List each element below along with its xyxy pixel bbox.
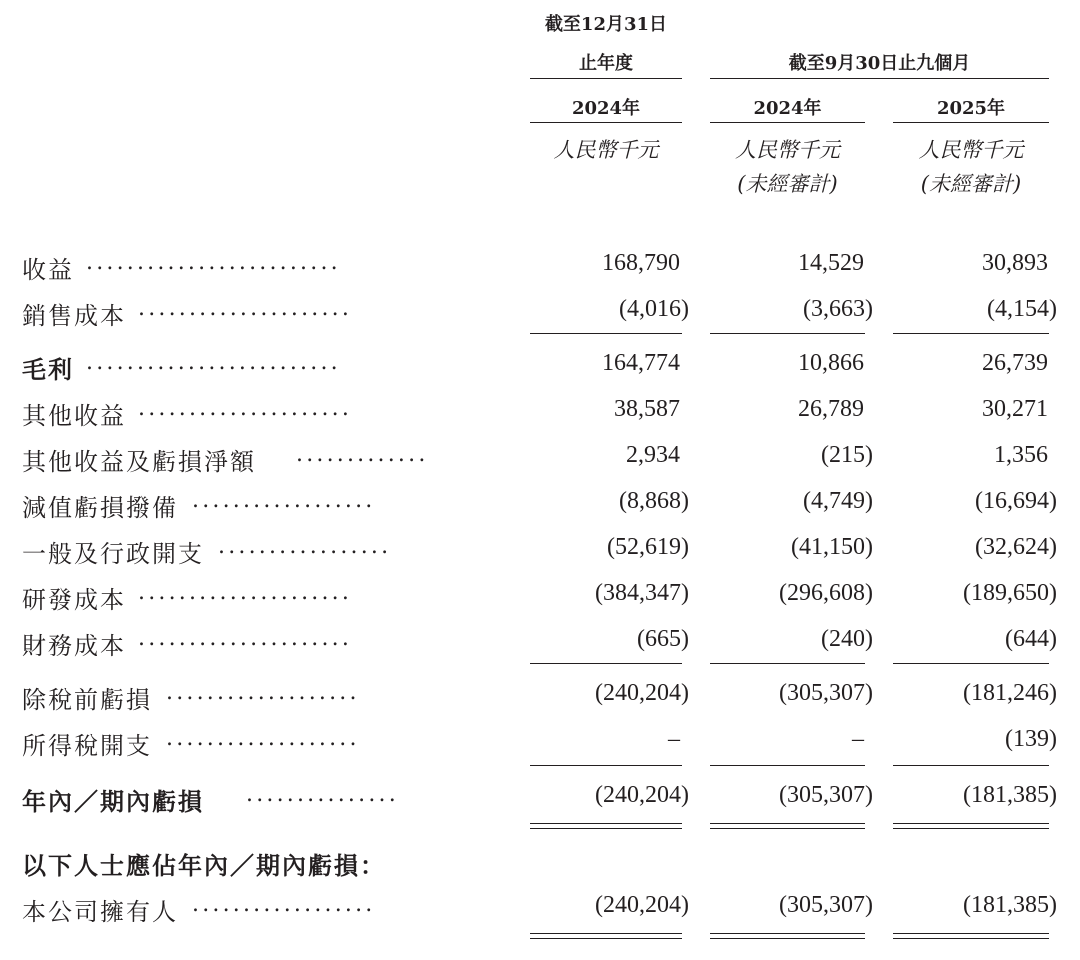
- row-label: 除稅前虧損: [22, 686, 152, 714]
- total-double-rule-col2: [710, 938, 865, 939]
- value-col1: (240,204): [595, 680, 689, 706]
- leader-dots: ..................: [192, 488, 376, 513]
- leader-dots: .........................: [86, 250, 341, 275]
- row-label: 減值虧損撥備: [22, 494, 178, 522]
- total-double-rule-col1: [530, 823, 682, 824]
- total-double-rule-col3: [893, 823, 1049, 824]
- subtotal-rule-col1: [530, 663, 682, 664]
- year-rule-col3: [893, 122, 1049, 123]
- value-col1: –: [668, 726, 680, 752]
- value-col1: 168,790: [602, 250, 680, 276]
- leader-dots: ...................: [166, 680, 360, 705]
- table-row: [0, 580, 1080, 620]
- row-label: 年內／期內虧損: [22, 788, 204, 816]
- row-label: 其他收益及虧損淨額: [22, 448, 256, 476]
- unit-col1: 人民幣千元: [553, 138, 659, 162]
- table-row: [0, 782, 1080, 822]
- row-label: 銷售成本: [22, 302, 126, 330]
- value-col2: (41,150): [791, 534, 873, 560]
- year-col1: 2024年: [571, 98, 641, 119]
- value-col2: 26,789: [798, 396, 864, 422]
- value-col2: 14,529: [798, 250, 864, 276]
- year-rule-col2: [710, 122, 865, 123]
- header-rule-col1: [530, 78, 682, 79]
- value-col1: 164,774: [602, 350, 680, 376]
- year-col3: 2025年: [936, 98, 1006, 119]
- row-label: 收益: [22, 256, 74, 284]
- leader-dots: .................: [218, 534, 392, 559]
- col23-period: 截至9月30日止九個月: [788, 53, 971, 74]
- row-label: 財務成本: [22, 632, 126, 660]
- table-row: [0, 488, 1080, 528]
- value-col1: (665): [637, 626, 689, 652]
- table-row: [0, 534, 1080, 574]
- value-col1: (384,347): [595, 580, 689, 606]
- subtotal-rule-col2: [710, 765, 865, 766]
- row-label: 其他收益: [22, 402, 126, 430]
- table-row: [0, 250, 1080, 290]
- subtotal-rule-col3: [893, 333, 1049, 334]
- value-col2: –: [852, 726, 864, 752]
- total-double-rule-col3: [893, 933, 1049, 934]
- total-double-rule-col3: [893, 828, 1049, 829]
- leader-dots: .....................: [138, 580, 353, 605]
- value-col2: (305,307): [779, 892, 873, 918]
- value-col3: (139): [1005, 726, 1057, 752]
- audit-note-col2: (未經審計): [737, 172, 838, 196]
- total-double-rule-col2: [710, 828, 865, 829]
- value-col3: (32,624): [975, 534, 1057, 560]
- value-col1: 2,934: [626, 442, 680, 468]
- leader-dots: .........................: [86, 350, 341, 375]
- header-rule-col23: [710, 78, 1049, 79]
- table-row: [0, 680, 1080, 720]
- table-row: [0, 350, 1080, 390]
- value-col3: (4,154): [987, 296, 1057, 322]
- value-col3: (181,385): [963, 892, 1057, 918]
- total-double-rule-col1: [530, 933, 682, 934]
- subtotal-rule-col2: [710, 663, 865, 664]
- leader-dots: ...............: [246, 782, 399, 807]
- row-label: 本公司擁有人: [22, 898, 178, 926]
- unit-col3: 人民幣千元: [918, 138, 1024, 162]
- subtotal-rule-col3: [893, 663, 1049, 664]
- table-row: [0, 396, 1080, 436]
- col1-period-line1: 截至12月31日: [544, 14, 668, 35]
- leader-dots: ..................: [192, 892, 376, 917]
- subtotal-rule-col3: [893, 765, 1049, 766]
- value-col1: (8,868): [619, 488, 689, 514]
- attribution-heading-row: [0, 846, 1080, 886]
- value-col1: 38,587: [614, 396, 680, 422]
- row-label: 研發成本: [22, 586, 126, 614]
- year-col2: 2024年: [753, 98, 822, 119]
- value-col2: (296,608): [779, 580, 873, 606]
- value-col3: (181,385): [963, 782, 1057, 808]
- value-col3: (181,246): [963, 680, 1057, 706]
- value-col1: (52,619): [607, 534, 689, 560]
- leader-dots: .....................: [138, 396, 353, 421]
- col1-period-line2: 止年度: [579, 53, 633, 74]
- leader-dots: .....................: [138, 626, 353, 651]
- value-col2: (305,307): [779, 782, 873, 808]
- row-label: 一般及行政開支: [22, 540, 204, 568]
- table-row: [0, 892, 1080, 932]
- table-row: [0, 626, 1080, 666]
- value-col2: (240): [821, 626, 873, 652]
- subtotal-rule-col1: [530, 765, 682, 766]
- total-double-rule-col3: [893, 938, 1049, 939]
- value-col2: 10,866: [798, 350, 864, 376]
- row-label: 毛利: [22, 356, 74, 384]
- row-label: 所得稅開支: [22, 732, 152, 760]
- subtotal-rule-col2: [710, 333, 865, 334]
- year-rule-col1: [530, 122, 682, 123]
- attribution-heading: 以下人士應佔年內／期內虧損：: [22, 852, 386, 880]
- leader-dots: ...................: [166, 726, 360, 751]
- value-col3: (16,694): [975, 488, 1057, 514]
- leader-dots: .............: [296, 442, 429, 467]
- table-row: [0, 296, 1080, 336]
- table-row: [0, 726, 1080, 766]
- value-col2: (305,307): [779, 680, 873, 706]
- value-col3: 30,271: [982, 396, 1048, 422]
- total-double-rule-col2: [710, 933, 865, 934]
- value-col3: (644): [1005, 626, 1057, 652]
- unit-col2: 人民幣千元: [735, 138, 840, 162]
- total-double-rule-col1: [530, 828, 682, 829]
- table-row: [0, 442, 1080, 482]
- value-col1: (240,204): [595, 892, 689, 918]
- value-col2: (4,749): [803, 488, 873, 514]
- value-col3: 26,739: [982, 350, 1048, 376]
- value-col3: (189,650): [963, 580, 1057, 606]
- value-col1: (240,204): [595, 782, 689, 808]
- subtotal-rule-col1: [530, 333, 682, 334]
- value-col1: (4,016): [619, 296, 689, 322]
- value-col2: (215): [821, 442, 873, 468]
- audit-note-col3: (未經審計): [920, 172, 1022, 196]
- value-col3: 1,356: [994, 442, 1048, 468]
- total-double-rule-col1: [530, 938, 682, 939]
- value-col2: (3,663): [803, 296, 873, 322]
- total-double-rule-col2: [710, 823, 865, 824]
- leader-dots: .....................: [138, 296, 353, 321]
- value-col3: 30,893: [982, 250, 1048, 276]
